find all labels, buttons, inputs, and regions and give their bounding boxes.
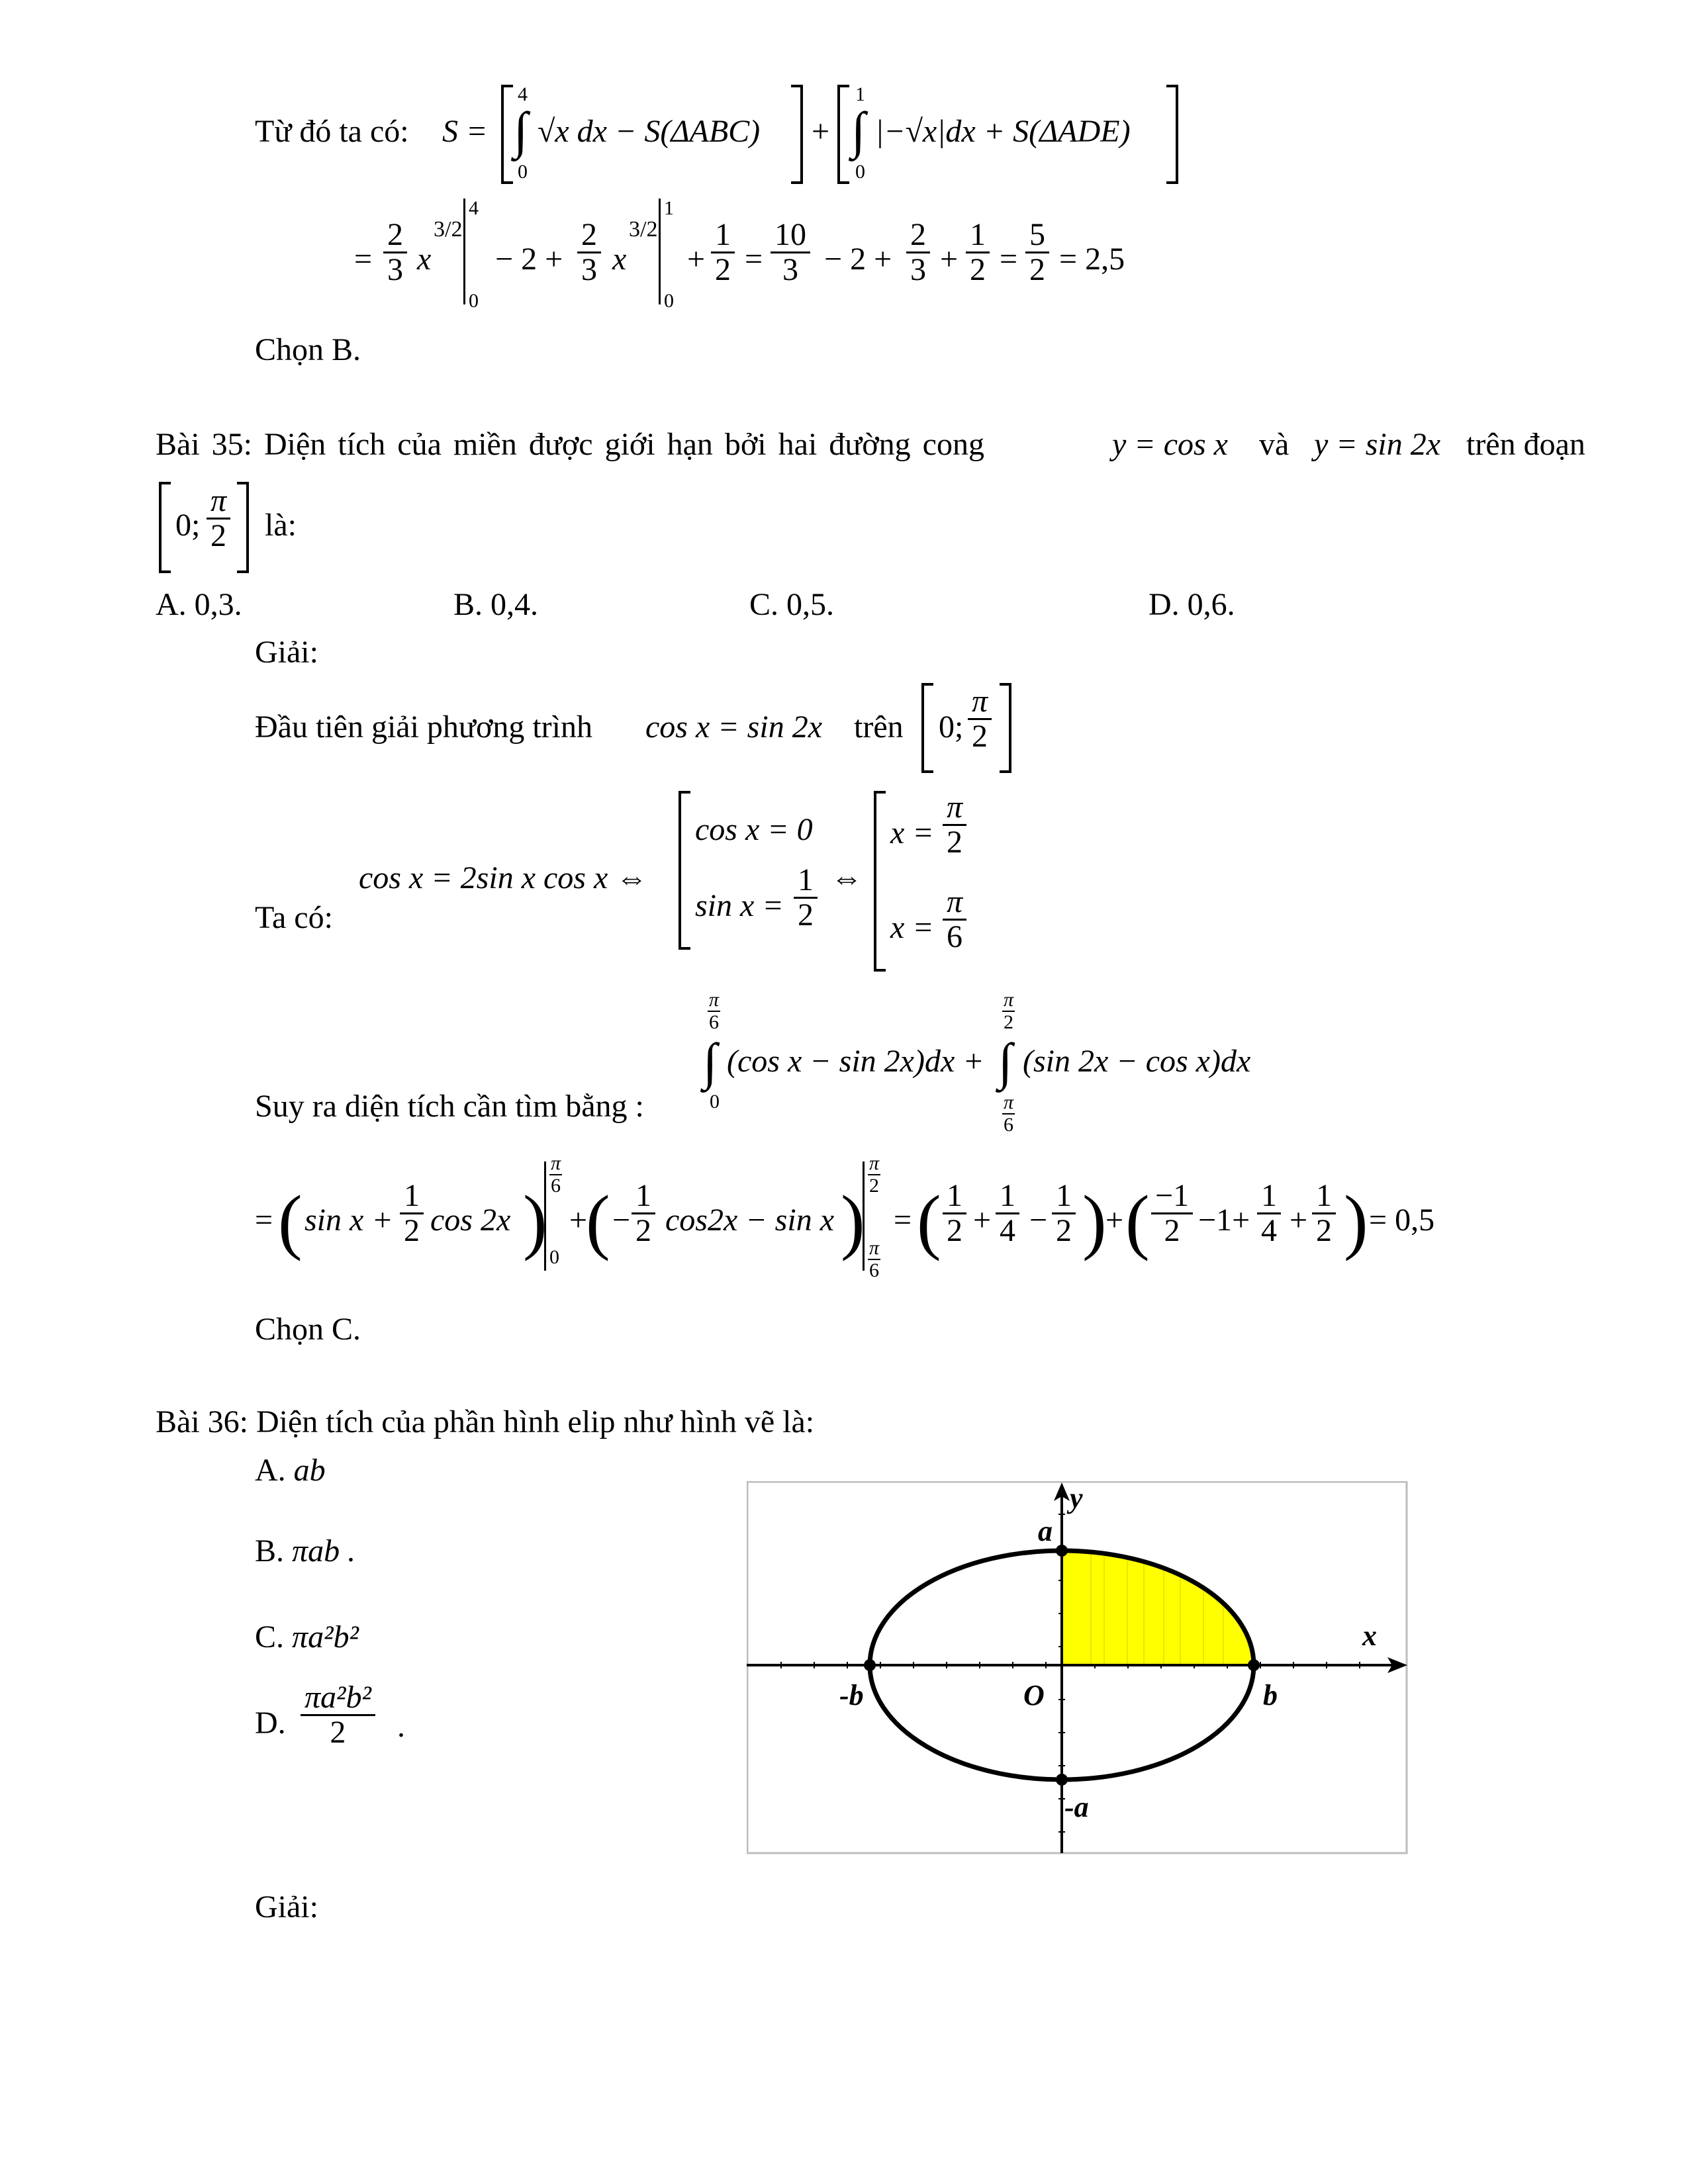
opt-d-frac	[298, 1681, 378, 1750]
frac-num: −1	[1151, 1179, 1193, 1214]
eval-bar-4	[863, 1161, 865, 1271]
res-lo-2	[865, 1238, 883, 1281]
integral-sign-1: ∫	[514, 101, 528, 159]
frac-den: 6	[709, 1011, 720, 1033]
frac-den: 2	[211, 518, 227, 554]
frac-num: 1	[1052, 1179, 1076, 1214]
frac-num: π	[207, 484, 230, 520]
int1-lower-limit: 0	[518, 161, 528, 183]
frac-num: π	[968, 685, 992, 720]
bai35-giai: Giải:	[255, 635, 318, 670]
frac-den: 2	[970, 252, 986, 288]
case2-frac	[791, 864, 820, 933]
frac-num: 1	[794, 864, 818, 899]
res-hi-2	[865, 1153, 883, 1196]
eval-hi-2: 1	[664, 197, 674, 219]
line2-plus-a: +	[687, 242, 706, 277]
opt-c-value: πa²b²	[292, 1619, 359, 1655]
frac-den: 4	[1261, 1213, 1277, 1249]
frac-den: 2	[798, 897, 814, 933]
line2-exp-a: 3/2	[434, 217, 463, 242]
frac-den: 2	[869, 1174, 880, 1197]
ta-co: Ta có:	[255, 900, 333, 935]
int2-upper-limit: 1	[855, 83, 865, 105]
res-paren-open-2: (	[586, 1181, 610, 1261]
step1-tren: trên	[854, 709, 904, 745]
eval-bar-1	[463, 199, 465, 304]
label-neg-a: -a	[1064, 1791, 1089, 1823]
vertex-neg-a	[1056, 1774, 1068, 1786]
frac-num: 2	[577, 218, 601, 253]
line2-mid-b: − 2 +	[824, 242, 892, 277]
frac-den: 6	[1004, 1113, 1014, 1136]
opt-b-value: πab .	[292, 1533, 356, 1569]
frac-num: 2	[383, 218, 407, 253]
cases-bracket-1	[679, 791, 690, 950]
frac-den: 2	[972, 719, 988, 754]
res-p1-frac	[397, 1179, 426, 1248]
frac-den: 2	[1056, 1213, 1072, 1249]
opt-a	[255, 1455, 326, 1486]
answer-d: D. 0,6.	[1149, 587, 1235, 622]
answer-a: A. 0,3.	[156, 587, 242, 622]
opt-a-label: A.	[255, 1453, 286, 1488]
frac-num: 2	[906, 218, 930, 253]
opt-d-label: D.	[255, 1706, 286, 1741]
interval-left: 0;	[175, 508, 201, 543]
step1-bracket-left	[921, 683, 933, 773]
answer-b: B. 0,4.	[453, 587, 539, 622]
sol-frac-1	[940, 791, 969, 860]
line2-eq: =	[354, 242, 373, 277]
frac-num: 1	[1312, 1179, 1336, 1214]
case2: sin x =	[695, 888, 784, 923]
frac-den: 6	[869, 1259, 880, 1281]
eval-bar-3	[544, 1161, 546, 1271]
line2-frac-1-2-b	[963, 218, 992, 287]
line2-frac-2-3-c	[904, 218, 933, 287]
frac-num: π	[943, 791, 966, 826]
res-final: = 0,5	[1369, 1203, 1435, 1238]
frac-den: 2	[330, 1715, 346, 1751]
line2-frac-5-2	[1023, 218, 1052, 287]
bai36-title: Bài 36: Diện tích của phần hình elip như hình vẽ là:	[156, 1404, 815, 1439]
answer-c: C. 0,5.	[749, 587, 835, 622]
opt-a-value: ab	[293, 1453, 326, 1488]
res-f2	[993, 1179, 1022, 1248]
line2-frac-10-3	[768, 218, 813, 287]
bai35-eq1: y = cos x	[1112, 427, 1228, 462]
line2-tail: = 2,5	[1059, 242, 1125, 277]
bai35-title: Bài 35: Diện tích của miền được giới hạn bởi hai đường cong	[156, 427, 984, 462]
bai36-giai: Giải:	[255, 1889, 318, 1925]
line2-x-a: x	[417, 242, 432, 277]
eval-hi-1: 4	[469, 197, 479, 219]
integral-sign-b: ∫	[998, 1032, 1013, 1090]
frac-num: 1	[966, 218, 990, 253]
frac-den: 2	[1029, 252, 1045, 288]
res-minus-1: −	[1029, 1203, 1048, 1238]
frac-den: 2	[947, 825, 963, 860]
bai35-la: là:	[265, 508, 297, 543]
res-plus-1: +	[569, 1203, 588, 1238]
line2-frac-2-3-b	[575, 218, 604, 287]
line2-mid: − 2 +	[495, 242, 563, 277]
frac-num: 1	[400, 1179, 424, 1214]
integral-sign-2: ∫	[851, 101, 866, 159]
step1-text: Đầu tiên giải phương trình	[255, 709, 592, 745]
line2-eq-b: =	[745, 242, 763, 277]
bracket-left-2	[837, 85, 849, 184]
eval-lo-1: 0	[469, 290, 479, 312]
frac-den: 2	[947, 1213, 962, 1249]
sol-frac-2	[940, 886, 969, 954]
frac-num: 1	[632, 1179, 655, 1214]
interval-bracket-left	[159, 482, 171, 573]
bracket-right-2	[1166, 85, 1178, 184]
res-paren-close-4: )	[1344, 1181, 1368, 1261]
res-f1	[940, 1179, 969, 1248]
frac-num: π	[1004, 1091, 1014, 1113]
step1-interval-left: 0;	[939, 709, 964, 745]
frac-den: 6	[947, 919, 963, 955]
opt-b-label: B.	[255, 1533, 285, 1569]
res-f3	[1049, 1179, 1078, 1248]
res-p2-frac	[629, 1179, 658, 1248]
line2-x-b: x	[612, 242, 627, 277]
vertex-b	[1248, 1659, 1260, 1671]
int-a-lower: 0	[710, 1091, 720, 1113]
res-eq: =	[255, 1203, 273, 1238]
res-paren-close-2: )	[841, 1181, 865, 1261]
line2-frac-2-3-a	[381, 218, 410, 287]
frac-num: 1	[996, 1179, 1019, 1214]
label-b: b	[1263, 1679, 1278, 1711]
frac-num: 1	[1257, 1179, 1281, 1214]
int-b-upper	[1000, 989, 1017, 1032]
res-f6	[1309, 1179, 1338, 1248]
chon-c: Chọn C.	[255, 1312, 361, 1347]
frac-den: 2	[1316, 1213, 1332, 1249]
frac-num: 5	[1025, 218, 1049, 253]
frac-den: 2	[1164, 1213, 1180, 1249]
vertex-a	[1056, 1545, 1068, 1557]
bai35-tren: trên đoạn	[1466, 427, 1585, 462]
opt-d-dot: .	[397, 1709, 405, 1744]
frac-den: 3	[910, 252, 926, 288]
vertex-neg-b	[864, 1659, 876, 1671]
bai35-eq2: y = sin 2x	[1314, 427, 1441, 462]
int2-lower-limit: 0	[855, 161, 865, 183]
frac-den: 2	[715, 252, 731, 288]
interval-bracket-right	[237, 482, 249, 573]
sol-x-2: x =	[890, 910, 934, 945]
label-x: x	[1362, 1619, 1377, 1652]
frac-den: 2	[404, 1213, 420, 1249]
int-a-body: (cos x − sin 2x)dx +	[727, 1044, 984, 1079]
opt-d	[255, 1707, 286, 1739]
line2-frac-1-2-a	[708, 218, 737, 287]
chon-b: Chọn B.	[255, 332, 361, 367]
res-p1: sin x +	[305, 1203, 393, 1238]
ellipse-figure	[747, 1481, 1409, 1855]
res-eq-2: =	[894, 1203, 912, 1238]
frac-num: 10	[771, 218, 810, 253]
int-a-upper	[705, 989, 723, 1032]
label-y: y	[1070, 1482, 1083, 1514]
step1-bracket-right	[1000, 683, 1011, 773]
eval-lo-2: 0	[664, 290, 674, 312]
res-paren-open-4: (	[1125, 1181, 1150, 1261]
frac-num: 1	[711, 218, 735, 253]
frac-den: 6	[551, 1174, 561, 1197]
opt-c	[255, 1621, 359, 1653]
res-p2: cos2x − sin x	[665, 1203, 834, 1238]
cases-bracket-2	[874, 791, 886, 972]
iff-2: ⇔	[831, 860, 863, 895]
step1-eq: cos x = sin 2x	[645, 709, 822, 745]
line2-plus-b: +	[940, 242, 959, 277]
int1-upper-limit: 4	[518, 83, 528, 105]
frac-num: π	[1004, 989, 1014, 1011]
line2-exp-b: 3/2	[629, 217, 658, 242]
res-lo-1: 0	[549, 1246, 559, 1268]
step1-interval-frac	[965, 685, 994, 754]
int-b-lower	[1000, 1092, 1017, 1135]
frac-num: π	[943, 886, 966, 921]
frac-den: 3	[387, 252, 403, 288]
res-plus-4: +	[1289, 1203, 1308, 1238]
int2-body: |−√x|dx + S(ΔADE)	[875, 114, 1131, 149]
int1-body: √x dx − S(ΔABC)	[538, 114, 761, 149]
int-b-body: (sin 2x − cos x)dx	[1023, 1044, 1251, 1079]
interval-frac	[204, 484, 233, 553]
res-p1b: cos 2x	[430, 1203, 511, 1238]
s-lhs: S =	[442, 114, 488, 149]
integral-sign-a: ∫	[703, 1032, 718, 1090]
eq-chain: cos x = 2sin x cos x ⇔	[359, 860, 648, 895]
res-minus-one: −1+	[1198, 1203, 1250, 1238]
frac-num: 1	[943, 1179, 966, 1214]
res-paren-open-1: (	[278, 1181, 303, 1261]
frac-num: π	[869, 1152, 880, 1174]
suy-ra: Suy ra diện tích cần tìm bằng :	[255, 1089, 644, 1124]
res-paren-open-3: (	[917, 1181, 941, 1261]
frac-num: π	[709, 989, 720, 1011]
frac-den: 3	[782, 252, 798, 288]
plus-1: +	[812, 114, 830, 149]
frac-den: 2	[1004, 1011, 1014, 1033]
label-neg-b: -b	[839, 1679, 864, 1711]
frac-num: πa²b²	[301, 1681, 375, 1716]
res-paren-close-3: )	[1082, 1181, 1107, 1261]
frac-den: 4	[1000, 1213, 1015, 1249]
line2-eq-c: =	[1000, 242, 1018, 277]
case1: cos x = 0	[695, 812, 813, 847]
intro-text: Từ đó ta có:	[255, 114, 409, 149]
bracket-left-1	[501, 85, 513, 184]
opt-c-label: C.	[255, 1619, 285, 1655]
label-a: a	[1038, 1515, 1053, 1547]
bai35-va: và	[1259, 427, 1289, 462]
sol-x-1: x =	[890, 815, 934, 850]
res-p2-minus: −	[612, 1203, 631, 1238]
res-hi-1	[547, 1153, 565, 1196]
opt-b	[255, 1535, 355, 1567]
frac-den: 3	[581, 252, 597, 288]
res-paren-close-1: )	[523, 1181, 547, 1261]
res-f5	[1254, 1179, 1284, 1248]
frac-den: 2	[635, 1213, 651, 1249]
res-plus-2: +	[973, 1203, 992, 1238]
res-f4	[1149, 1179, 1196, 1248]
eval-bar-2	[659, 199, 661, 304]
frac-num: π	[551, 1152, 561, 1174]
frac-num: π	[869, 1237, 880, 1259]
res-plus-3: +	[1105, 1203, 1124, 1238]
label-origin: O	[1023, 1679, 1045, 1711]
bracket-right-1	[791, 85, 803, 184]
